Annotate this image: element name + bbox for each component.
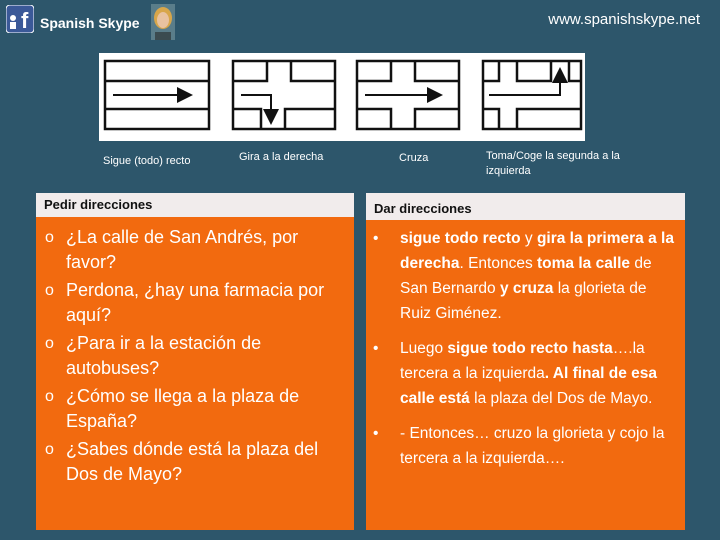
- text: y: [520, 230, 537, 247]
- facebook-logo-icon: [6, 5, 34, 33]
- ask-directions-panel: [36, 193, 354, 530]
- text: de San Bernardo: [400, 255, 652, 297]
- website-url[interactable]: www.spanishskype.net: [548, 11, 700, 28]
- text: Luego: [400, 340, 448, 357]
- bullet-marker: o: [45, 441, 54, 458]
- question-text: ¿Para ir a la estación de autobuses?: [66, 333, 262, 378]
- text-bold: . Al final de esa calle está: [400, 365, 658, 407]
- text: ….la tercera a la izquierda: [400, 340, 645, 382]
- text: - Entonces… cruzo la glorieta y cojo la tercera a la izquierda….: [400, 425, 665, 467]
- bullet-marker: o: [45, 229, 54, 246]
- question-text: Perdona, ¿hay una farmacia por aquí?: [66, 280, 325, 325]
- second-left-diagram: [483, 61, 581, 129]
- text-bold: toma la calle: [537, 255, 631, 272]
- text-bold: y cruza: [499, 280, 554, 297]
- text-bold: sigue todo recto hasta: [447, 340, 613, 357]
- answer-list: [366, 220, 685, 471]
- question-list: [36, 217, 354, 487]
- direction-diagrams: [99, 53, 585, 141]
- turn-right-diagram: [233, 61, 335, 129]
- list-item: [366, 226, 685, 326]
- brand-name: Spanish Skype: [40, 15, 140, 31]
- give-directions-panel: [366, 193, 685, 530]
- question-text: ¿Sabes dónde está la plaza del Dos de Mayo?: [66, 439, 319, 484]
- list-item: [36, 225, 354, 275]
- list-item: [366, 421, 685, 471]
- list-item: [36, 331, 354, 381]
- caption-second-left: Toma/Coge la segunda a la izquierda: [486, 150, 620, 177]
- list-item: [36, 384, 354, 434]
- list-item: [36, 278, 354, 328]
- text: la glorieta de Ruiz Giménez.: [400, 280, 647, 322]
- text: . Entonces: [459, 255, 537, 272]
- bullet-marker: •: [373, 230, 379, 247]
- text: la plaza del Dos de Mayo.: [469, 390, 653, 407]
- svg-text:f: f: [21, 8, 29, 33]
- bullet-marker: o: [45, 388, 54, 405]
- avatar: [151, 4, 175, 40]
- question-text: ¿Cómo se llega a la plaza de España?: [66, 386, 300, 431]
- list-item: [366, 336, 685, 411]
- list-item: [36, 437, 354, 487]
- caption-straight: Sigue (todo) recto: [103, 155, 191, 167]
- panel-title: Pedir direcciones: [36, 193, 354, 217]
- straight-diagram: [105, 61, 209, 129]
- bullet-marker: •: [373, 425, 379, 442]
- question-text: ¿La calle de San Andrés, por favor?: [66, 227, 299, 272]
- bullet-marker: •: [373, 340, 379, 357]
- cross-diagram: [357, 61, 459, 129]
- caption-cross: Cruza: [399, 152, 429, 164]
- caption-turn-right: Gira a la derecha: [239, 151, 324, 163]
- text-bold: gira la primera a la derecha: [400, 230, 674, 272]
- bullet-marker: o: [45, 335, 54, 352]
- bullet-marker: o: [45, 282, 54, 299]
- text-bold: sigue todo recto: [400, 230, 521, 247]
- panel-title: Dar direcciones: [366, 193, 685, 220]
